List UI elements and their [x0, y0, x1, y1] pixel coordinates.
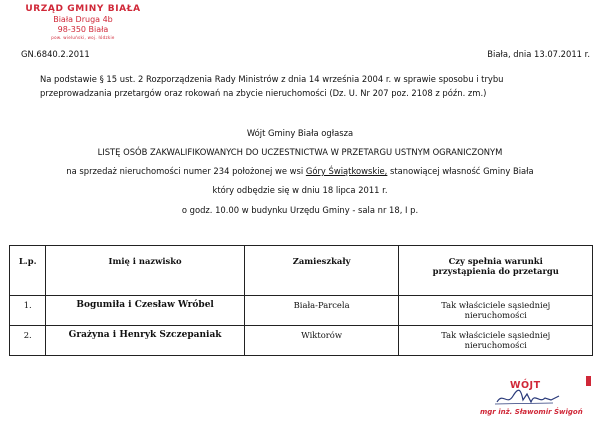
stamp-small: pow. wieluński, woj. łódzkie: [51, 35, 115, 40]
row-condition: [399, 326, 593, 356]
legal-basis-line-1: Na podstawie § 15 ust. 2 Rozporządzenia Rady Ministrów z dnia 14 września 2004 r. w sprawie sposobu i trybu: [40, 74, 504, 84]
sale-suffix: stanowiącej własność Gminy Biała: [390, 166, 534, 176]
participants-table: [9, 245, 593, 356]
header-condition-line-2: przystąpienia do przetargu: [432, 266, 559, 276]
header-name: Imię i nazwisko: [46, 246, 244, 296]
row-condition-line-1: Tak właściciele sąsiedniej: [441, 300, 551, 310]
stamp-name: URZĄD GMINY BIAŁA: [25, 4, 141, 14]
row-condition-line-1: Tak właściciele sąsiedniej: [441, 330, 551, 340]
table-row: [10, 326, 593, 356]
red-mark: [586, 376, 591, 386]
auction-venue: o godz. 10.00 w budynku Urzędu Gminy - sala nr 18, I p.: [181, 205, 419, 215]
issuer-line: Wójt Gminy Biała ogłasza: [246, 128, 354, 138]
sale-prefix: na sprzedaż nieruchomości numer 234 położonej we wsi: [66, 166, 304, 176]
row-name: Grażyna i Henryk Szczepaniak: [46, 326, 244, 356]
row-condition-line-2: nieruchomości: [464, 340, 527, 350]
legal-basis: [40, 72, 590, 100]
stamp-street: Biała Druga 4b: [53, 15, 113, 24]
legal-basis-line-2: przeprowadzania przetargów oraz rokowań na zbycie nieruchomości (Dz. U. Nr 207 poz. 2108 z późn. zm.): [40, 88, 487, 98]
row-name: Bogumiła i Czesław Wróbel: [46, 296, 244, 326]
header-condition-line-1: Czy spełnia warunki: [448, 256, 543, 266]
signature-title: WÓJT: [510, 380, 541, 391]
reference-number: GN.6840.2.2011: [21, 49, 90, 59]
signer-name: mgr inż. Sławomir Świgoń: [480, 408, 583, 416]
village-name: Góry Świątkowskie,: [305, 166, 388, 176]
place-date: Biała, dnia 13.07.2011 r.: [487, 49, 590, 59]
auction-date: który odbędzie się w dniu 18 lipca 2011 r.: [212, 185, 388, 195]
office-stamp: [8, 4, 158, 41]
handwritten-signature: [493, 386, 563, 410]
row-condition: [399, 296, 593, 326]
row-lp: 2.: [10, 326, 46, 356]
table-row: [10, 296, 593, 326]
table-header-row: [10, 246, 593, 296]
row-address: Wiktorów: [244, 326, 399, 356]
row-condition-line-2: nieruchomości: [464, 310, 527, 320]
row-lp: 1.: [10, 296, 46, 326]
header-address: Zamieszkały: [244, 246, 399, 296]
header-condition: [399, 246, 593, 296]
announcement-title: LISTĘ OSÓB ZAKWALIFIKOWANYCH DO UCZESTNICTWA W PRZETARGU USTNYM OGRANICZONYM: [97, 147, 503, 157]
row-address: Biała-Parcela: [244, 296, 399, 326]
stamp-postal: 98-350 Biała: [57, 25, 109, 34]
sale-line: [0, 166, 600, 177]
header-lp: L.p.: [10, 246, 46, 296]
